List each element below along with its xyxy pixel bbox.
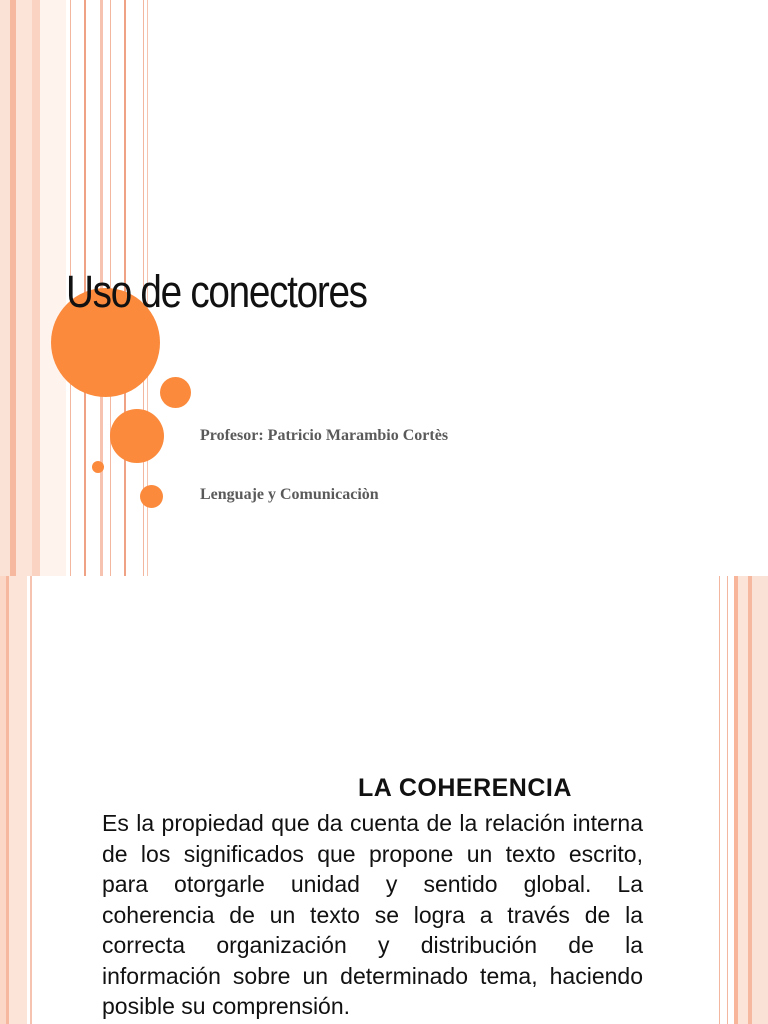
content-slide: [0, 576, 768, 1024]
subtitle-professor: Profesor: Patricio Marambio Cortès: [200, 427, 449, 444]
body-paragraph: Es la propiedad que da cuenta de la relación interna de los significados que propone un texto escrito, para otorgarle unidad y sentido global. La coherencia de un texto se logra a través de la correcta organización y distribución de la información sobre un determinado tema, haciendo posible su comprensión.: [102, 810, 643, 1019]
decorative-band: [738, 576, 748, 1024]
decorative-circle-small: [160, 377, 191, 408]
decorative-line: [719, 576, 720, 1024]
decorative-band: [752, 576, 768, 1024]
subtitle-course: Lenguaje y Comunicaciòn: [200, 486, 379, 503]
decorative-circle-medium: [110, 409, 164, 463]
decorative-line: [30, 576, 32, 1024]
decorative-band: [0, 0, 10, 576]
decorative-band: [16, 0, 32, 576]
decorative-circle-small: [140, 485, 163, 508]
decorative-band: [32, 0, 40, 576]
decorative-line: [727, 576, 728, 1024]
decorative-band: [40, 0, 66, 576]
decorative-circle-tiny: [92, 461, 104, 473]
decorative-band: [9, 576, 27, 1024]
slide-title: Uso de conectores: [66, 266, 367, 317]
section-heading: LA COHERENCIA: [358, 774, 572, 802]
